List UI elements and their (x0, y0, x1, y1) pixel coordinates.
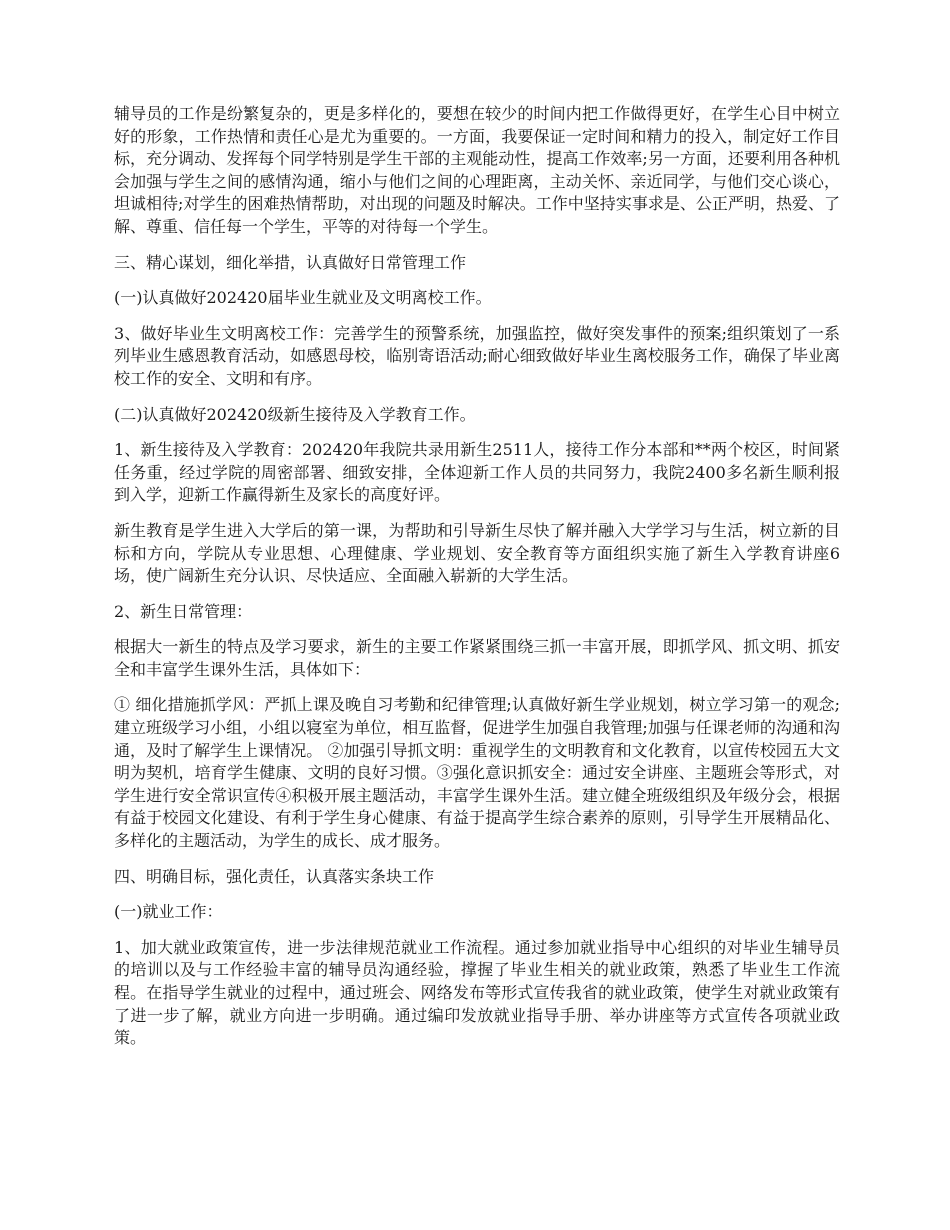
paragraph-management-overview: 根据大一新生的特点及学习要求，新生的主要工作紧紧围绕三抓一丰富开展，即抓学风、抓文明、抓安全和丰富学生课外生活，具体如下： (114, 637, 840, 679)
subsection-heading-employment: (一)就业工作： (114, 902, 223, 922)
subsection-heading-freshmen: (二)认真做好202420级新生接待及入学教育工作。 (114, 404, 476, 424)
section-heading-4: 四、明确目标，强化责任，认真落实条块工作 (114, 866, 435, 886)
document-page (114, 103, 840, 1063)
paragraph-intro: 辅导员的工作是纷繁复杂的，更是多样化的，要想在较少的时间内把工作做得更好，在学生心目中树立好的形象，工作热情和责任心是尤为重要的。一方面，我要保证一定时间和精力的投入，制定好工作目标，充分调动、发挥每个同学特别是学生干部的主观能动性，提高工作效率;另一方面，还要利用各种机会加强与学生之间的感情沟通，缩小与他们之间的心理距离，主动关怀、亲近同学，与他们交心谈心，坦诚相待;对学生的困难热情帮助，对出现的问题及时解决。工作中坚持实事求是、公正严明，热爱、了解、尊重、信任每一个学生，平等的对待每一个学生。 (114, 104, 840, 236)
section-heading-3: 三、精心谋划，细化举措，认真做好日常管理工作 (114, 252, 467, 272)
subsection-heading-graduates: (一)认真做好202420届毕业生就业及文明离校工作。 (114, 288, 492, 308)
item-heading-daily-management: 2、新生日常管理： (114, 601, 253, 621)
paragraph-employment-policy: 1、加大就业政策宣传，进一步法律规范就业工作流程。通过参加就业指导中心组织的对毕业生辅导员的培训以及与工作经验丰富的辅导员沟通经验，撑握了毕业生相关的就业政策，熟悉了毕业生工作流程。在指导学生就业的过程中，通过班会、网络发布等形式宣传我省的就业政策，使学生对就业政策有了进一步了解，就业方向进一步明确。通过编印发放就业指导手册、举办讲座等方式宣传各项就业政策。 (114, 937, 840, 1048)
paragraph-freshman-reception: 1、新生接待及入学教育：202420年我院共录用新生2511人，接待工作分本部和**两个校区，时间紧任务重，经过学院的周密部署、细致安排，全体迎新工作人员的共同努力，我院2400多名新生顺利报到入学，迎新工作赢得新生及家长的高度好评。 (114, 440, 840, 505)
paragraph-management-measures: ① 细化措施抓学风：严抓上课及晚自习考勤和纪律管理;认真做好新生学业规划，树立学习第一的观念;建立班级学习小组，小组以寝室为单位，相互监督，促进学生加强自我管理;加强与任课老师的沟通和沟通，及时了解学生上课情况。 ②加强引导抓文明：重视学生的文明教育和文化教育，以宣传校园五大文明为契机，培育学生健康、文明的良好习惯。③强化意识抓安全：通过安全讲座、主题班会等形式，对学生进行安全常识宣传④积极开展主题活动，丰富学生课外生活。建立健全班级组织及年级分会，根据有益于校园文化建设、有利于学生身心健康、有益于提高学生综合素养的原则，引导学生开展精品化、多样化的主题活动，为学生的成长、成才服务。 (114, 695, 840, 851)
paragraph-freshman-education: 新生教育是学生进入大学后的第一课，为帮助和引导新生尽快了解并融入大学学习与生活，树立新的目标和方向，学院从专业思想、心理健康、学业规划、安全教育等方面组织实施了新生入学教育讲座6场，使广阔新生充分认识、尽快适应、全面融入崭新的大学生活。 (114, 520, 840, 586)
paragraph-graduate-departure: 3、做好毕业生文明离校工作：完善学生的预警系统，加强监控，做好突发事件的预案;组织策划了一系列毕业生感恩教育活动，如感恩母校，临别寄语活动;耐心细致做好毕业生离校服务工作，确保了毕业离校工作的安全、文明和有序。 (114, 323, 840, 388)
